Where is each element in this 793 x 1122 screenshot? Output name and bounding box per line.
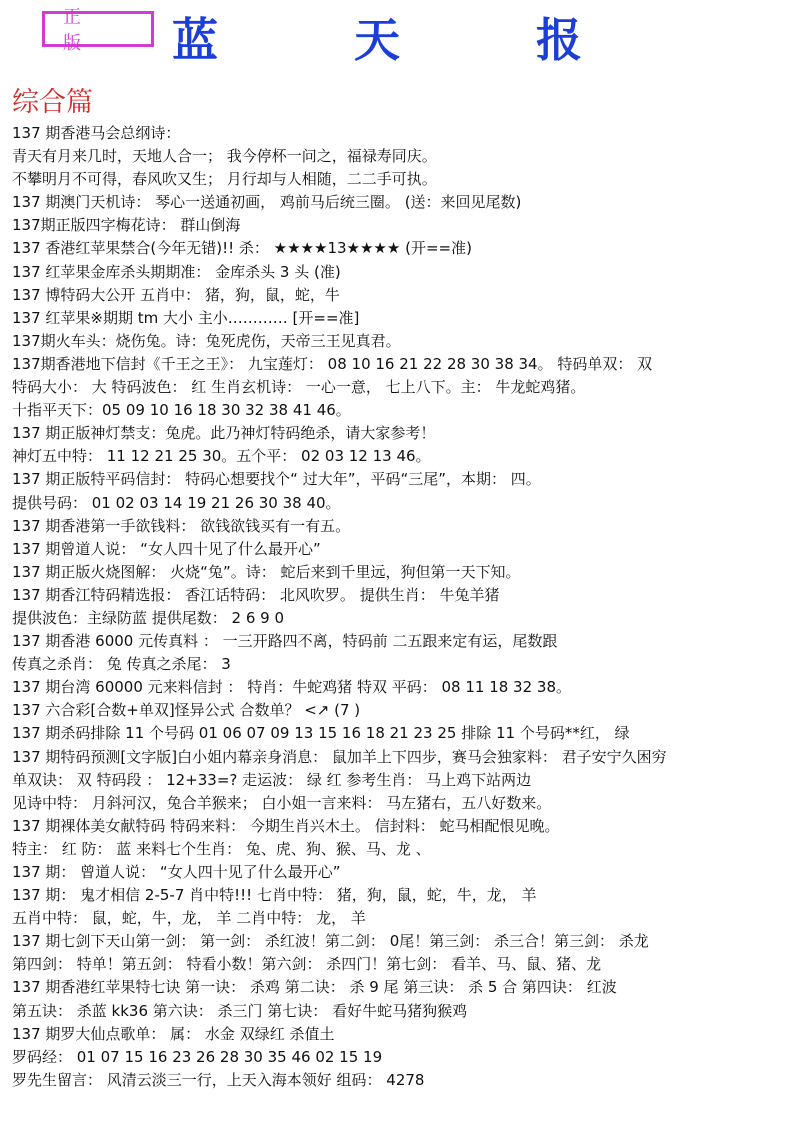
text-line: 传真之杀肖： 兔 传真之杀尾： 3 <box>12 655 231 674</box>
text-line: 不攀明月不可得，春风吹又生； 月行却与人相随，二二手可执。 <box>12 170 437 189</box>
text-line: 罗码经： 01 07 15 16 23 26 28 30 35 46 02 15 19 <box>12 1047 383 1066</box>
text-line: 神灯五中特： 11 12 21 25 30。五个平： 02 03 12 13 46。 <box>12 447 431 466</box>
text-line: 137 期香港红苹果特七诀 第一诀： 杀鸡 第二诀： 杀 9 尾 第三诀： 杀 5 合 第四诀： 红波 <box>12 978 617 997</box>
text-line: 137 红苹果※期期 tm 大小 主小………… [开==准] <box>12 308 360 327</box>
text-line: 137 期正版火烧图解： 火烧“兔”。诗： 蛇后来到千里远，狗但第一天下知。 <box>12 562 521 581</box>
edition-badge: 正 版 <box>42 11 154 47</box>
text-line: 第四剑： 特单！第五剑： 特看小数！第六剑： 杀四门！第七剑： 看羊、马、鼠、猪、龙 <box>12 955 602 974</box>
text-line: 青天有月来几时，天地人合一； 我今停杯一问之，福禄寿同庆。 <box>12 147 437 166</box>
text-line: 提供波色：主绿防蓝 提供尾数： 2 6 9 0 <box>12 608 285 627</box>
text-line: 137 期澳门天机诗： 琴心一送通初画， 鸡前马后统三圈。 (送：来回见尾数) <box>12 193 522 212</box>
text-line: 137 期香港第一手欲钱料： 欲钱欲钱买有一有五。 <box>12 516 351 535</box>
text-line: 137 期罗大仙点歌单： 属： 水金 双绿红 杀值土 <box>12 1024 335 1043</box>
text-line: 137 期台湾 60000 元来料信封 ： 特肖：牛蛇鸡猪 特双 平码： 08 11 18 32 38。 <box>12 678 572 697</box>
text-line: 137 期正版神灯禁支：兔虎。此乃神灯特码绝杀，请大家参考！ <box>12 424 436 443</box>
text-line: 十指平天下：05 09 10 16 18 30 32 38 41 46。 <box>12 401 351 420</box>
article-body <box>12 122 787 1092</box>
text-line: 137 期曾道人说： “女人四十见了什么最开心” <box>12 539 321 558</box>
text-line: 见诗中特： 月斜河汉，兔合羊猴来； 白小姐一言来料： 马左猪右，五八好数来。 <box>12 793 552 812</box>
text-line: 137期正版四字梅花诗： 群山倒海 <box>12 216 241 235</box>
text-line: 137 期香江特码精选报： 香江话特码： 北风吹罗。 提供生肖： 牛兔羊猪 <box>12 585 500 604</box>
text-line: 特主： 红 防： 蓝 来料七个生肖： 兔、虎、狗、猴、马、龙 、 <box>12 839 431 858</box>
text-line: 单双诀： 双 特码段 ： 12+33=? 走运波： 绿 红 参考生肖： 马上鸡下站两边 <box>12 770 532 789</box>
text-line: 特码大小： 大 特码波色： 红 生肖玄机诗： 一心一意， 七上八下。主： 牛龙蛇鸡猪。 <box>12 378 586 397</box>
text-line: 137 期正版特平码信封： 特码心想要找个“ 过大年”，平码“三尾”，本期： 四。 <box>12 470 541 489</box>
text-line: 137 红苹果金库杀头期期准： 金库杀头 3 头 (准) <box>12 262 341 281</box>
text-line: 137期火车头：烧伤兔。诗：兔死虎伤，天帝三王见真君。 <box>12 331 401 350</box>
text-line: 五肖中特： 鼠，蛇，牛，龙， 羊 二肖中特： 龙， 羊 <box>12 909 366 928</box>
text-line: 137 六合彩[合数+单双]怪异公式 合数单？ <↗ (7 ) <box>12 701 361 720</box>
text-line: 137 期香港马会总纲诗： <box>12 124 181 142</box>
text-line: 137 期杀码排除 11 个号码 01 06 07 09 13 15 16 18 21 23 25 排除 11 个号码**红， 绿 <box>12 724 630 743</box>
text-line: 137 香港红苹果禁合(今年无错)!! 杀： ★★★★13★★★★ (开==准) <box>12 239 472 258</box>
section-heading: 综合篇 <box>12 87 93 118</box>
text-line: 第五诀： 杀蓝 kk36 第六诀： 杀三门 第七诀： 看好牛蛇马猪狗猴鸡 <box>12 1001 468 1020</box>
text-line: 137 期七剑下天山第一剑： 第一剑： 杀红波！第二剑： 0尾！第三剑： 杀三合！第三剑： 杀龙 <box>12 932 649 951</box>
text-line: 137 期裸体美女献特码 特码来料： 今期生肖兴木土。 信封料： 蛇马相配恨见晚。 <box>12 816 560 835</box>
text-line: 137期香港地下信封《千王之王》： 九宝莲灯： 08 10 16 21 22 28 30 38 34。 特码单双： 双 <box>12 354 653 373</box>
text-line: 137 期： 曾道人说： “女人四十见了什么最开心” <box>12 863 341 881</box>
text-line: 提供号码： 01 02 03 14 19 21 26 30 38 40。 <box>12 493 341 512</box>
text-line: 137 博特码大公开 五肖中： 猪，狗，鼠，蛇，牛 <box>12 285 340 304</box>
text-line: 137 期： 鬼才相信 2-5-7 肖中特!!! 七肖中特： 猪，狗，鼠，蛇，牛，龙， 羊 <box>12 886 537 905</box>
text-line: 137 期香港 6000 元传真料 ： 一三开路四不离，特码前 二五跟来定有运，尾数跟 <box>12 632 558 651</box>
text-line: 137 期特码预测[文字版]白小姐内幕亲身消息： 鼠加羊上下四步，赛马会独家料： 君子安宁久困穷 <box>12 747 667 766</box>
newspaper-title: 蓝 天 报 <box>172 13 643 67</box>
text-line: 罗先生留言： 风清云淡三一行，上天入海本领好 组码： 4278 <box>12 1070 425 1089</box>
